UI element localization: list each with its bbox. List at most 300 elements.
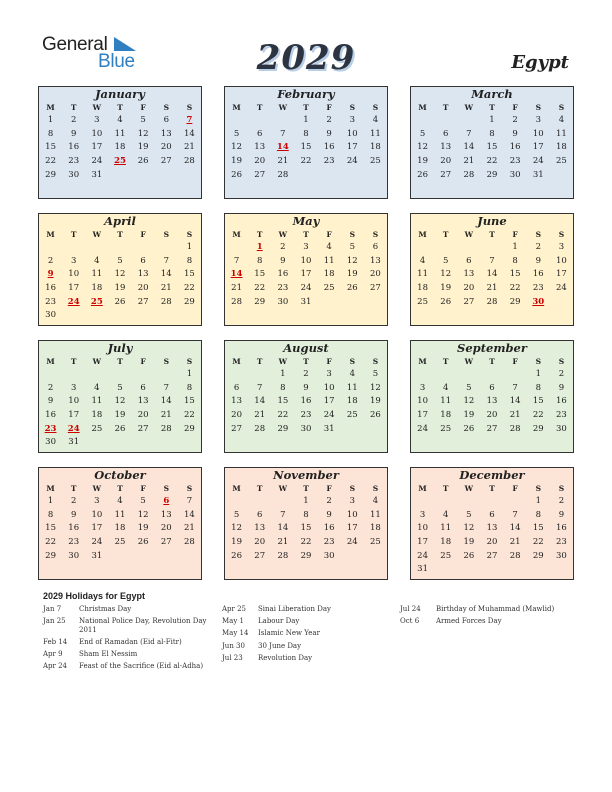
week-row: [225, 522, 387, 536]
day-cell: 14: [463, 142, 475, 153]
holiday-item: [400, 617, 575, 626]
day-cell: 13: [254, 523, 266, 534]
day-cell: 15: [254, 269, 266, 280]
day-cell: 5: [372, 369, 379, 379]
logo-text-blue: Blue: [98, 51, 135, 72]
day-cell: 9: [326, 128, 332, 139]
month-title: July: [107, 341, 133, 355]
weekday-label: W: [278, 103, 288, 112]
day-cell: [364, 169, 387, 183]
day-cell: 18: [346, 396, 358, 407]
day-cell: [550, 563, 573, 577]
weekday-label: S: [372, 230, 379, 239]
week-row: [411, 495, 573, 509]
day-cell: 24: [91, 156, 103, 167]
day-cell: 1: [535, 369, 541, 379]
holiday-day-cell: 14: [276, 142, 289, 153]
weekday-header-row: [225, 101, 387, 114]
day-cell: [434, 563, 457, 577]
holiday-item: [43, 650, 213, 659]
day-cell: 29: [45, 169, 56, 180]
day-cell: 15: [509, 269, 521, 280]
day-cell: 24: [556, 283, 567, 294]
weekday-label: F: [140, 230, 146, 239]
week-row: [225, 282, 387, 296]
day-cell: 31: [323, 423, 335, 434]
holiday-item: [43, 638, 213, 647]
week-row: [411, 509, 573, 523]
holiday-item: [400, 605, 575, 614]
holiday-item: [222, 629, 392, 638]
weekday-label: W: [464, 103, 474, 112]
holiday-day-cell: 25: [90, 296, 103, 307]
week-row: [39, 395, 201, 409]
day-cell: 9: [535, 255, 541, 266]
weekday-label: W: [92, 103, 102, 112]
weekday-label: F: [140, 484, 146, 493]
day-cell: 25: [114, 537, 126, 548]
day-cell: 28: [509, 423, 521, 434]
month-title: February: [277, 87, 335, 101]
day-cell: 17: [346, 142, 358, 153]
day-cell: [411, 368, 434, 382]
day-cell: 9: [303, 382, 309, 393]
week-row: [39, 155, 201, 169]
day-cell: 20: [160, 523, 172, 534]
day-cell: [108, 169, 131, 183]
weekday-label: T: [70, 230, 77, 239]
holiday-item: [43, 617, 213, 634]
day-cell: 24: [346, 537, 358, 548]
day-cell: 8: [47, 128, 54, 139]
holiday-name: Sham El Nessim: [79, 650, 138, 659]
weekday-label: S: [186, 103, 193, 112]
day-cell: 19: [417, 156, 428, 167]
day-cell: 5: [117, 255, 123, 266]
day-cell: 1: [47, 115, 54, 125]
weekday-label: T: [70, 357, 77, 366]
day-cell: 24: [417, 550, 428, 561]
day-cell: 19: [137, 523, 149, 534]
day-cell: 19: [463, 537, 475, 548]
week-row: [39, 550, 201, 564]
day-cell: 23: [556, 410, 567, 421]
month-title: September: [457, 341, 527, 355]
month-september: [410, 340, 574, 453]
day-cell: 14: [184, 509, 195, 520]
day-cell: 4: [349, 369, 355, 379]
day-cell: 31: [91, 169, 103, 180]
weekday-label: T: [117, 357, 123, 366]
week-row: [39, 509, 201, 523]
weekday-label: F: [326, 103, 332, 112]
holiday-name: Revolution Day: [258, 653, 313, 662]
weekday-label: S: [163, 484, 169, 493]
day-cell: 10: [68, 269, 80, 280]
day-cell: 22: [486, 156, 498, 167]
week-row: [411, 368, 573, 382]
day-cell: 20: [137, 283, 149, 294]
day-cell: [271, 495, 294, 509]
week-row: [39, 368, 201, 382]
day-cell: 26: [370, 410, 381, 421]
day-cell: 2: [512, 115, 518, 125]
day-cell: 11: [440, 396, 452, 407]
weekday-label: W: [92, 357, 102, 366]
week-row: [225, 128, 387, 142]
day-cell: [62, 241, 85, 255]
day-cell: [550, 169, 573, 183]
day-cell: 9: [558, 509, 565, 520]
holiday-name: 30 June Day: [258, 641, 302, 650]
day-cell: 2: [303, 369, 309, 379]
day-cell: 11: [114, 509, 126, 520]
day-cell: 26: [417, 169, 428, 180]
holiday-day-cell: 7: [186, 115, 193, 125]
day-cell: 19: [346, 269, 358, 280]
day-cell: 5: [349, 242, 355, 252]
weekday-label: M: [418, 103, 427, 112]
day-cell: 23: [556, 537, 567, 548]
week-row: [225, 423, 387, 437]
day-cell: 5: [117, 382, 123, 393]
day-cell: 12: [463, 396, 475, 407]
weekday-label: T: [442, 484, 449, 493]
day-cell: [294, 169, 317, 183]
day-cell: 16: [68, 523, 80, 534]
holiday-date: Jan 25: [43, 617, 66, 626]
day-cell: 14: [160, 269, 172, 280]
day-cell: 19: [440, 283, 452, 294]
weekday-header-row: [225, 482, 387, 495]
day-cell: 13: [486, 523, 498, 534]
day-cell: 7: [512, 509, 518, 520]
day-cell: [178, 309, 201, 323]
day-cell: 11: [323, 255, 335, 266]
day-cell: 2: [280, 242, 286, 252]
day-cell: 15: [45, 523, 56, 534]
week-row: [411, 282, 573, 296]
day-cell: 10: [68, 396, 80, 407]
weekday-label: T: [70, 484, 77, 493]
day-cell: [411, 114, 434, 128]
day-cell: 18: [114, 142, 126, 153]
week-row: [225, 395, 387, 409]
day-cell: 11: [91, 269, 103, 280]
day-cell: 4: [443, 382, 449, 393]
day-cell: 4: [94, 255, 100, 266]
day-cell: 12: [463, 523, 475, 534]
day-cell: 26: [346, 283, 358, 294]
day-cell: 5: [140, 496, 146, 506]
day-cell: 13: [463, 269, 475, 280]
day-cell: 18: [323, 269, 335, 280]
day-cell: 19: [463, 410, 475, 421]
day-cell: 14: [486, 269, 498, 280]
day-cell: [364, 296, 387, 310]
day-cell: [85, 368, 108, 382]
weekday-label: S: [558, 103, 565, 112]
day-cell: 9: [280, 255, 286, 266]
day-cell: 11: [440, 523, 452, 534]
day-cell: 16: [509, 142, 521, 153]
weekday-label: S: [558, 484, 565, 493]
month-title: December: [459, 468, 525, 482]
weekday-label: S: [186, 357, 193, 366]
day-cell: 3: [94, 115, 100, 125]
day-cell: 23: [532, 283, 544, 294]
day-cell: 12: [231, 523, 242, 534]
day-cell: 5: [443, 255, 449, 266]
day-cell: 27: [160, 537, 172, 548]
holiday-date: Jul 24: [400, 605, 421, 613]
day-cell: 3: [558, 242, 565, 252]
day-cell: 29: [509, 296, 521, 307]
day-cell: [434, 495, 457, 509]
day-cell: 31: [417, 564, 428, 575]
day-cell: 11: [91, 396, 103, 407]
weekday-header-row: [225, 355, 387, 368]
day-cell: [248, 114, 271, 128]
day-cell: 21: [277, 537, 289, 548]
weekday-label: T: [303, 103, 309, 112]
weekday-header-row: [225, 228, 387, 241]
day-cell: 9: [512, 128, 518, 139]
week-row: [225, 255, 387, 269]
day-cell: 2: [326, 496, 332, 506]
day-cell: 4: [419, 255, 426, 266]
weekday-label: W: [278, 230, 288, 239]
day-cell: 27: [160, 156, 172, 167]
weekday-label: W: [464, 230, 474, 239]
week-row: [411, 563, 573, 577]
holiday-item: [222, 642, 392, 651]
month-title: May: [292, 214, 320, 228]
day-cell: 3: [71, 255, 77, 266]
month-title: January: [95, 87, 145, 101]
holiday-date: Feb 14: [43, 637, 68, 646]
day-cell: 2: [558, 496, 565, 506]
day-cell: [341, 423, 364, 437]
day-cell: 23: [323, 537, 335, 548]
day-cell: 14: [277, 523, 289, 534]
day-cell: 16: [532, 269, 544, 280]
day-cell: 21: [160, 410, 172, 421]
day-cell: 4: [94, 382, 100, 393]
holiday-name: Islamic New Year: [258, 629, 320, 638]
day-cell: [411, 241, 434, 255]
day-cell: 18: [91, 410, 103, 421]
day-cell: 12: [231, 142, 242, 153]
day-cell: 1: [512, 242, 518, 252]
weekday-label: T: [489, 103, 495, 112]
day-cell: 6: [443, 128, 449, 139]
day-cell: [155, 436, 178, 450]
day-cell: 21: [254, 410, 266, 421]
day-cell: 20: [231, 410, 242, 421]
day-cell: [434, 114, 457, 128]
day-cell: 31: [68, 437, 80, 448]
week-row: [411, 114, 573, 128]
holiday-name: Birthday of Muhammad (Mawlid): [436, 605, 555, 613]
weekday-label: S: [372, 357, 379, 366]
day-cell: 16: [45, 283, 56, 294]
week-row: [411, 296, 573, 310]
week-row: [225, 550, 387, 564]
day-cell: [132, 368, 155, 382]
day-cell: 10: [556, 255, 567, 266]
day-cell: 12: [346, 255, 358, 266]
week-row: [39, 114, 201, 128]
day-cell: [434, 368, 457, 382]
weekday-label: W: [464, 357, 474, 366]
day-cell: [62, 368, 85, 382]
day-cell: [62, 309, 85, 323]
day-cell: 26: [463, 550, 475, 561]
day-cell: 11: [114, 128, 126, 139]
day-cell: 26: [440, 296, 452, 307]
holiday-name: National Police Day, Revolution Day 2011: [79, 617, 207, 634]
day-cell: 21: [184, 142, 195, 153]
weekday-label: M: [232, 103, 241, 112]
day-cell: [527, 563, 550, 577]
day-cell: 17: [346, 523, 358, 534]
month-title: March: [471, 87, 513, 101]
day-cell: 12: [370, 382, 381, 393]
day-cell: 30: [300, 423, 312, 434]
day-cell: 17: [323, 396, 335, 407]
day-cell: 6: [257, 509, 263, 520]
weekday-label: M: [46, 103, 55, 112]
week-row: [39, 241, 201, 255]
day-cell: 7: [163, 255, 169, 266]
weekday-label: T: [256, 357, 263, 366]
day-cell: 1: [303, 496, 309, 506]
holiday-day-cell: 25: [114, 156, 126, 167]
week-row: [411, 550, 573, 564]
day-cell: 13: [486, 396, 498, 407]
day-cell: 23: [68, 156, 80, 167]
day-cell: 4: [117, 496, 123, 506]
day-cell: 23: [45, 296, 56, 307]
weekday-label: F: [512, 357, 518, 366]
month-july: [38, 340, 202, 453]
day-cell: 6: [257, 128, 263, 139]
day-cell: 18: [91, 283, 103, 294]
weekday-label: T: [442, 230, 449, 239]
day-cell: [318, 296, 341, 310]
day-cell: 16: [323, 142, 335, 153]
day-cell: 11: [346, 382, 358, 393]
day-cell: 17: [68, 283, 80, 294]
day-cell: 8: [186, 382, 193, 393]
day-cell: 12: [417, 142, 428, 153]
day-cell: 17: [300, 269, 312, 280]
day-cell: 9: [71, 509, 77, 520]
weekday-header-row: [39, 101, 201, 114]
day-cell: 20: [254, 537, 266, 548]
day-cell: 31: [300, 296, 312, 307]
day-cell: 19: [231, 537, 242, 548]
day-cell: 1: [186, 242, 193, 252]
weekday-header-row: [411, 228, 573, 241]
weekday-label: S: [535, 484, 541, 493]
day-cell: 16: [556, 523, 567, 534]
weekday-label: S: [372, 103, 379, 112]
day-cell: 21: [509, 537, 521, 548]
weekday-label: M: [418, 230, 427, 239]
weekday-label: S: [558, 357, 565, 366]
day-cell: 11: [370, 128, 381, 139]
day-cell: 26: [137, 537, 149, 548]
day-cell: 26: [463, 423, 475, 434]
holidays-column-2: [222, 605, 392, 666]
weekday-header-row: [411, 482, 573, 495]
day-cell: 20: [440, 156, 452, 167]
day-cell: 17: [556, 269, 567, 280]
weekday-label: F: [512, 230, 518, 239]
day-cell: 19: [137, 142, 149, 153]
day-cell: 5: [466, 382, 472, 393]
weekday-label: W: [278, 484, 288, 493]
day-cell: 14: [160, 396, 172, 407]
day-cell: 25: [417, 296, 428, 307]
day-cell: 13: [160, 128, 172, 139]
day-cell: 2: [558, 369, 565, 379]
holiday-item: [222, 605, 392, 614]
day-cell: 8: [280, 382, 286, 393]
day-cell: 25: [440, 423, 452, 434]
day-cell: 15: [300, 142, 312, 153]
day-cell: 6: [163, 115, 169, 125]
weekday-label: S: [349, 484, 355, 493]
holiday-date: Apr 25: [222, 605, 247, 613]
day-cell: 7: [489, 255, 495, 266]
day-cell: 28: [254, 423, 266, 434]
holiday-name: Labour Day: [258, 617, 300, 626]
week-row: [39, 296, 201, 310]
month-january: [38, 86, 202, 199]
weekday-label: M: [232, 484, 241, 493]
week-row: [411, 382, 573, 396]
day-cell: [364, 423, 387, 437]
day-cell: 20: [463, 283, 475, 294]
week-row: [225, 368, 387, 382]
day-cell: 31: [91, 550, 103, 561]
day-cell: [108, 241, 131, 255]
month-april: [38, 213, 202, 326]
day-cell: [155, 169, 178, 183]
week-row: [225, 169, 387, 183]
day-cell: 8: [186, 255, 193, 266]
month-november: [224, 467, 388, 580]
calendar-year: 2029: [256, 38, 356, 78]
day-cell: 3: [419, 382, 426, 393]
day-cell: [457, 495, 480, 509]
month-title: August: [283, 341, 329, 355]
day-cell: 26: [114, 296, 126, 307]
week-row: [39, 409, 201, 423]
week-row: [39, 495, 201, 509]
day-cell: 18: [114, 523, 126, 534]
weekday-label: M: [46, 230, 55, 239]
weekday-label: S: [535, 103, 541, 112]
holiday-name: Sinai Liberation Day: [258, 605, 331, 613]
weekday-label: M: [418, 357, 427, 366]
day-cell: 22: [300, 537, 312, 548]
day-cell: 18: [556, 142, 567, 153]
day-cell: 13: [160, 509, 172, 520]
